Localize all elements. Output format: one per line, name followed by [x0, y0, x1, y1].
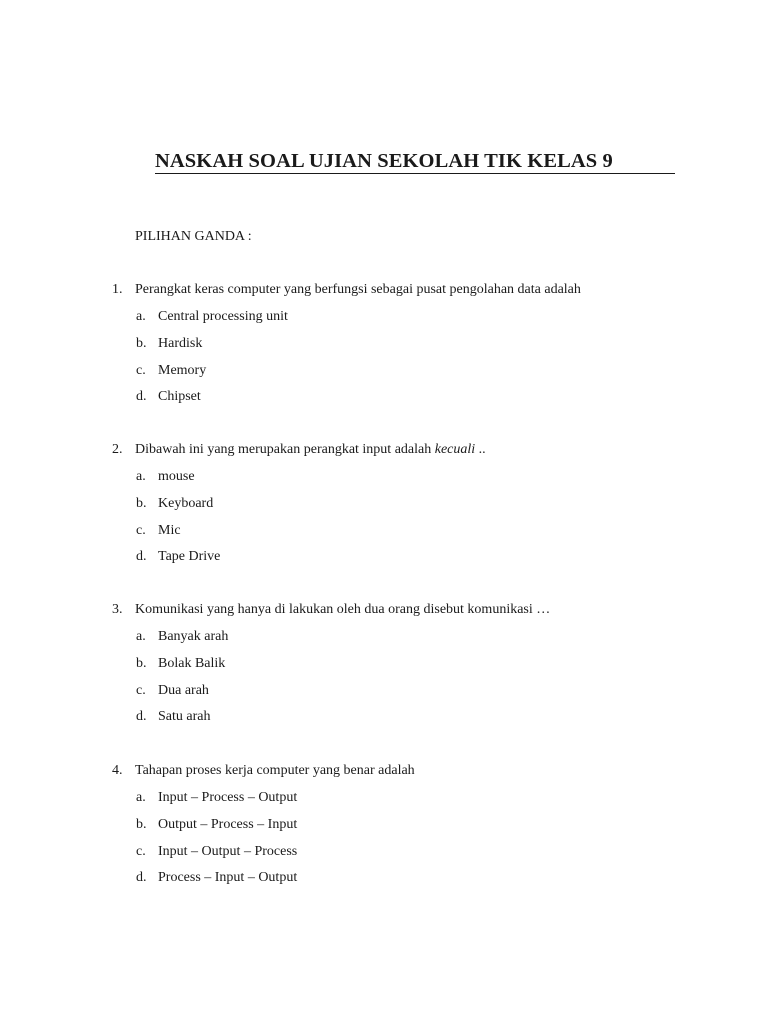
- option-d: d. Process – Input – Output: [136, 870, 298, 886]
- option-c: c. Memory: [136, 362, 207, 378]
- option-a: a. Input – Process – Output: [136, 790, 298, 805]
- question-1: [112, 281, 752, 415]
- option-c: c. Input – Output – Process: [136, 843, 298, 859]
- option-a: a. mouse: [136, 469, 195, 484]
- section-heading: PILIHAN GANDA :: [135, 229, 252, 244]
- option-d: d. Chipset: [136, 389, 201, 405]
- option-b: b. Keyboard: [136, 495, 214, 511]
- question-number: 2.: [112, 442, 123, 457]
- question-number: 3.: [112, 602, 123, 617]
- option-d: d. Satu arah: [136, 709, 211, 725]
- option-a: a. Banyak arah: [136, 629, 229, 644]
- question-4: [112, 762, 752, 896]
- option-c: c. Dua arah: [136, 682, 209, 698]
- question-number: 1.: [112, 282, 123, 297]
- question-text: Perangkat keras computer yang berfungsi sebagai pusat pengolahan data adalah: [135, 282, 581, 297]
- option-d: d. Tape Drive: [136, 549, 221, 565]
- option-c: c. Mic: [136, 522, 181, 538]
- question-3: [112, 601, 752, 735]
- option-b: b. Output – Process – Input: [136, 816, 298, 832]
- question-text: Dibawah ini yang merupakan perangkat input adalah kecuali ..: [135, 442, 486, 457]
- question-number: 4.: [112, 763, 123, 778]
- option-b: b. Hardisk: [136, 335, 203, 351]
- question-2: [112, 441, 752, 575]
- answer-options: [112, 789, 752, 887]
- question-text: Tahapan proses kerja computer yang benar adalah: [135, 763, 415, 778]
- answer-options: [112, 628, 752, 726]
- page-title: NASKAH SOAL UJIAN SEKOLAH TIK KELAS 9: [155, 149, 675, 174]
- option-b: b. Bolak Balik: [136, 655, 226, 671]
- answer-options: [112, 468, 752, 566]
- option-a: a. Central processing unit: [136, 309, 288, 324]
- answer-options: [112, 308, 752, 406]
- question-text: Komunikasi yang hanya di lakukan oleh dua orang disebut komunikasi …: [135, 602, 551, 617]
